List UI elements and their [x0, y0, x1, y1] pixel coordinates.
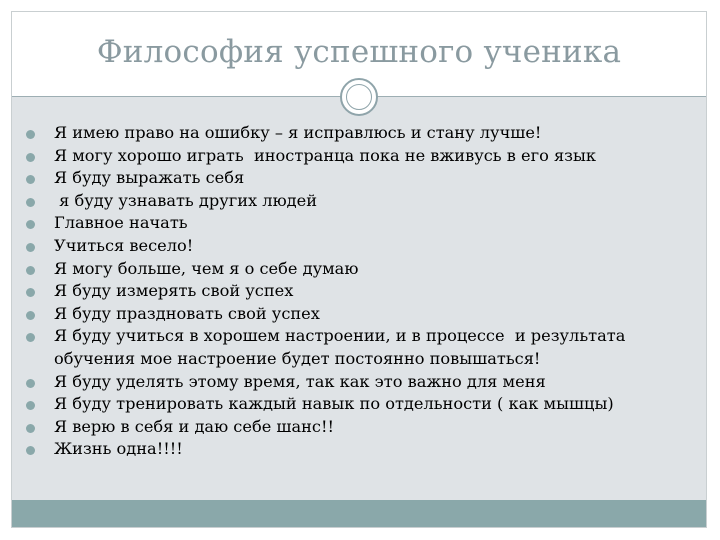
bullet-text: Я буду учиться в хорошем настроении, и в процессе и результата [54, 326, 626, 346]
bullet-item [0, 258, 680, 281]
bullet-item [0, 371, 680, 394]
bullet-item [0, 190, 680, 213]
bullet-item [0, 122, 680, 145]
slide-title: Философия успешного ученика [96, 34, 622, 70]
bullet-dot-icon [26, 311, 35, 320]
bullet-dot-icon [26, 243, 35, 252]
bullet-item [0, 303, 680, 326]
bullet-dot-icon [26, 130, 35, 139]
bullet-item [0, 325, 680, 370]
slide-footer-bar [12, 500, 706, 527]
bullet-text: Я буду тренировать каждый навык по отдельности ( как мышцы) [54, 394, 614, 414]
bullet-dot-icon [26, 379, 35, 388]
bullet-text: Я буду праздновать свой успех [54, 303, 320, 323]
bullet-list [0, 122, 680, 461]
bullet-dot-icon [26, 153, 35, 162]
bullet-item [0, 438, 680, 461]
bullet-dot-icon [26, 198, 35, 207]
bullet-text: Я буду измерять свой успех [54, 281, 294, 301]
bullet-text: Я могу хорошо играть иностранца пока не вживусь в его язык [54, 145, 596, 165]
bullet-text: Жизнь одна!!!! [54, 439, 183, 459]
bullet-dot-icon [26, 288, 35, 297]
bullet-dot-icon [26, 333, 35, 342]
bullet-dot-icon [26, 446, 35, 455]
bullet-dot-icon [26, 424, 35, 433]
bullet-dot-icon [26, 175, 35, 184]
bullet-text: Учиться весело! [54, 235, 194, 255]
bullet-item [0, 167, 680, 190]
bullet-text: Я могу больше, чем я о себе думаю [54, 258, 359, 278]
bullet-item [0, 393, 680, 416]
bullet-text: я буду узнавать других людей [54, 190, 317, 210]
bullet-item [0, 280, 680, 303]
bullet-item [0, 212, 680, 235]
bullet-text: Я буду выражать себя [54, 168, 245, 188]
bullet-item [0, 235, 680, 258]
bullet-text: Я буду уделять этому время, так как это важно для меня [54, 371, 546, 391]
bullet-text: Главное начать [54, 213, 188, 233]
circle-emblem-icon [340, 78, 378, 116]
bullet-text: обучения мое настроение будет постоянно повышаться! [54, 348, 541, 368]
bullet-text: Я имею право на ошибку – я исправлюсь и стану лучше! [54, 123, 542, 142]
bullet-item [0, 145, 680, 168]
bullet-dot-icon [26, 266, 35, 275]
bullet-dot-icon [26, 401, 35, 410]
circle-emblem-inner [346, 84, 372, 110]
bullet-text: Я верю в себя и даю себе шанс!! [54, 416, 334, 436]
bullet-dot-icon [26, 220, 35, 229]
bullet-item [0, 416, 680, 439]
